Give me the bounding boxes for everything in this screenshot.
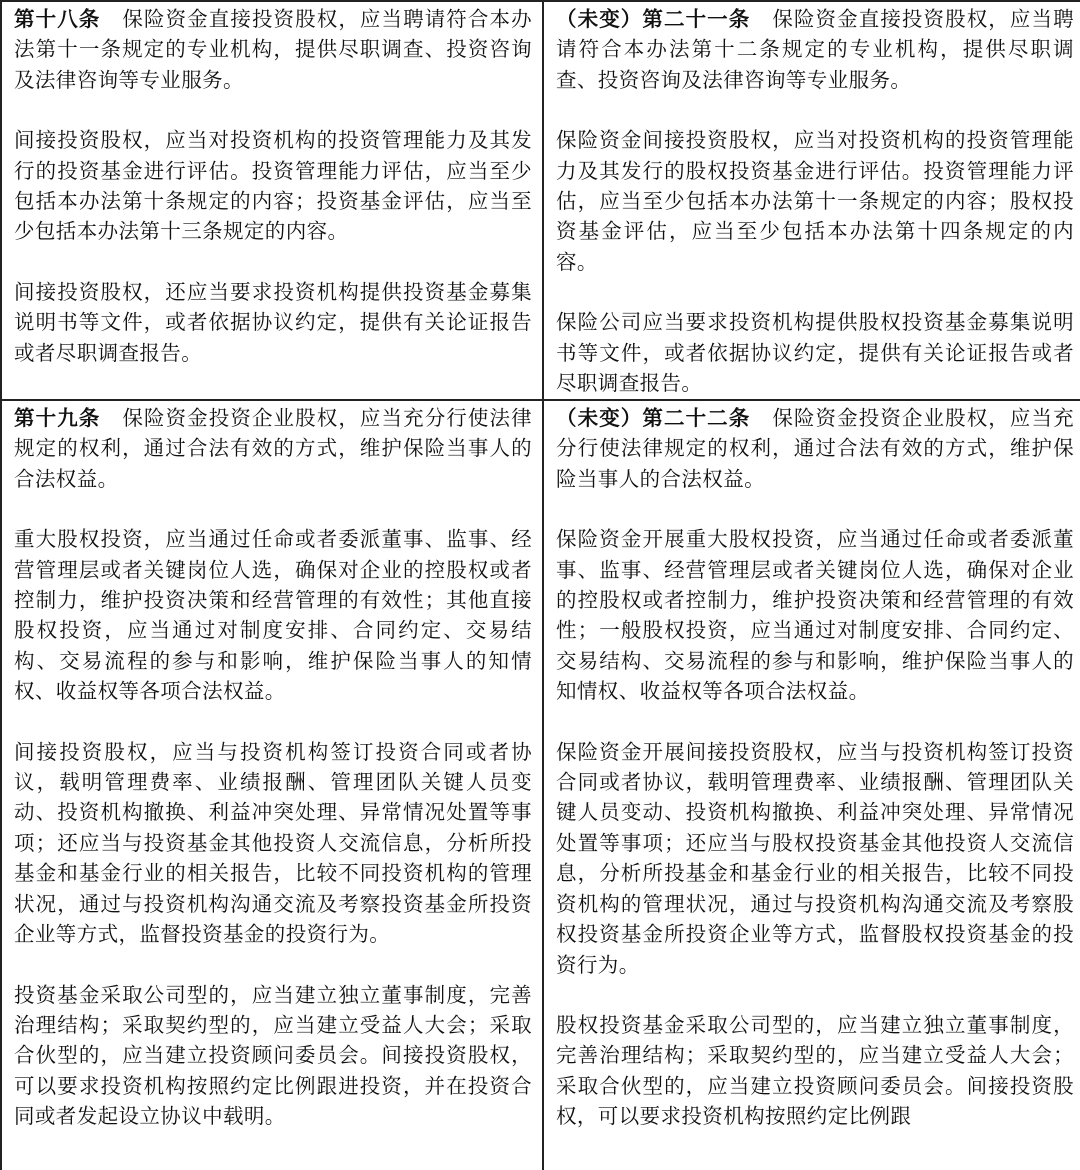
paragraph: 重大股权投资，应当通过任命或者委派董事、监事、经营管理层或者关键岗位人选，确保对企业的控股权或者控制力，维护投资决策和经营管理的有效性；其他直接股权投资，应当通过对制度安排、合同约定、交易结构、交易流程的参与和影响，维护保险当事人的知情权、收益权等各项合法权益。 xyxy=(14,527,532,704)
article-heading: 第十八条 xyxy=(14,7,101,31)
article-heading: （未变）第二十一条 xyxy=(556,7,751,31)
paragraph: 第十八条 保险资金直接投资股权，应当聘请符合本办法第十一条规定的专业机构，提供尽职调查、投资咨询及法律咨询等专业服务。 xyxy=(14,7,532,92)
table-row xyxy=(1,400,1080,1170)
paragraph: 股权投资基金采取公司型的，应当建立独立董事制度，完善治理结构；采取契约型的，应当建立受益人大会；采取合伙型的，应当建立投资顾问委员会。间接投资股权，可以要求投资机构按照约定比例跟 xyxy=(556,1012,1074,1129)
paragraph: 间接投资股权，还应当要求投资机构提供投资基金募集说明书等文件，或者依据协议约定，提供有关论证报告或者尽职调查报告。 xyxy=(14,279,532,365)
paragraph: （未变）第二十一条 保险资金直接投资股权，应当聘请符合本办法第十二条规定的专业机构，提供尽职调查、投资咨询及法律咨询等专业服务。 xyxy=(556,7,1074,92)
paragraph: 保险资金开展重大股权投资，应当通过任命或者委派董事、监事、经营管理层或者关键岗位人选，确保对企业的控股权或者控制力，维护投资决策和经营管理的有效性；一般股权投资，应当通过对制度安排、合同约定、交易结构、交易流程的参与和影响，维护保险当事人的知情权、收益权等各项合法权益。 xyxy=(556,527,1074,704)
paragraph: 间接投资股权，应当与投资机构签订投资合同或者协议，载明管理费率、业绩报酬、管理团队关键人员变动、投资机构撤换、利益冲突处理、异常情况处置等事项；还应当与投资基金其他投资人交流信息，分析所投基金和基金行业的相关报告，比较不同投资机构的管理状况，通过与投资机构沟通交流及考察投资基金所投资企业等方式，监督投资基金的投资行为。 xyxy=(14,739,532,947)
paragraph: 保险资金开展间接投资股权，应当与投资机构签订投资合同或者协议，载明管理费率、业绩报酬、管理团队关键人员变动、投资机构撤换、利益冲突处理、异常情况处置等事项；还应当与股权投资基金其他投资人交流信息，分析所投基金和基金行业的相关报告，比较不同投资机构的管理状况，通过与投资机构沟通交流及考察股权投资基金所投资企业等方式，监督股权投资基金的投资行为。 xyxy=(556,739,1074,977)
paragraph: 投资基金采取公司型的，应当建立独立董事制度，完善治理结构；采取契约型的，应当建立受益人大会；采取合伙型的，应当建立投资顾问委员会。间接投资股权，可以要求投资机构按照约定比例跟进投资，并在投资合同或者发起设立协议中载明。 xyxy=(14,982,532,1129)
new-version-cell xyxy=(543,1,1080,400)
old-version-cell xyxy=(1,1,543,400)
paragraph: 保险公司应当要求投资机构提供股权投资基金募集说明书等文件，或者依据协议约定，提供有关论证报告或者尽职调查报告。 xyxy=(556,310,1074,396)
paragraph: （未变）第二十二条 保险资金投资企业股权，应当充分行使法律规定的权利，通过合法有效的方式，维护保险当事人的合法权益。 xyxy=(556,406,1074,491)
old-version-cell xyxy=(1,400,543,1170)
new-version-cell xyxy=(543,400,1080,1170)
paragraph: 间接投资股权，应当对投资机构的投资管理能力及其发行的投资基金进行评估。投资管理能力评估，应当至少包括本办法第十条规定的内容；投资基金评估，应当至少包括本办法第十三条规定的内容。 xyxy=(14,128,532,244)
paragraph: 保险资金间接投资股权，应当对投资机构的投资管理能力及其发行的股权投资基金进行评估。投资管理能力评估，应当至少包括本办法第十一条规定的内容；股权投资基金评估，应当至少包括本办法第十四条规定的内容。 xyxy=(556,128,1074,274)
article-heading: 第十九条 xyxy=(14,406,101,430)
article-heading: （未变）第二十二条 xyxy=(556,406,751,430)
paragraph: 第十九条 保险资金投资企业股权，应当充分行使法律规定的权利，通过合法有效的方式，维护保险当事人的合法权益。 xyxy=(14,406,532,491)
table-row xyxy=(1,1,1080,400)
